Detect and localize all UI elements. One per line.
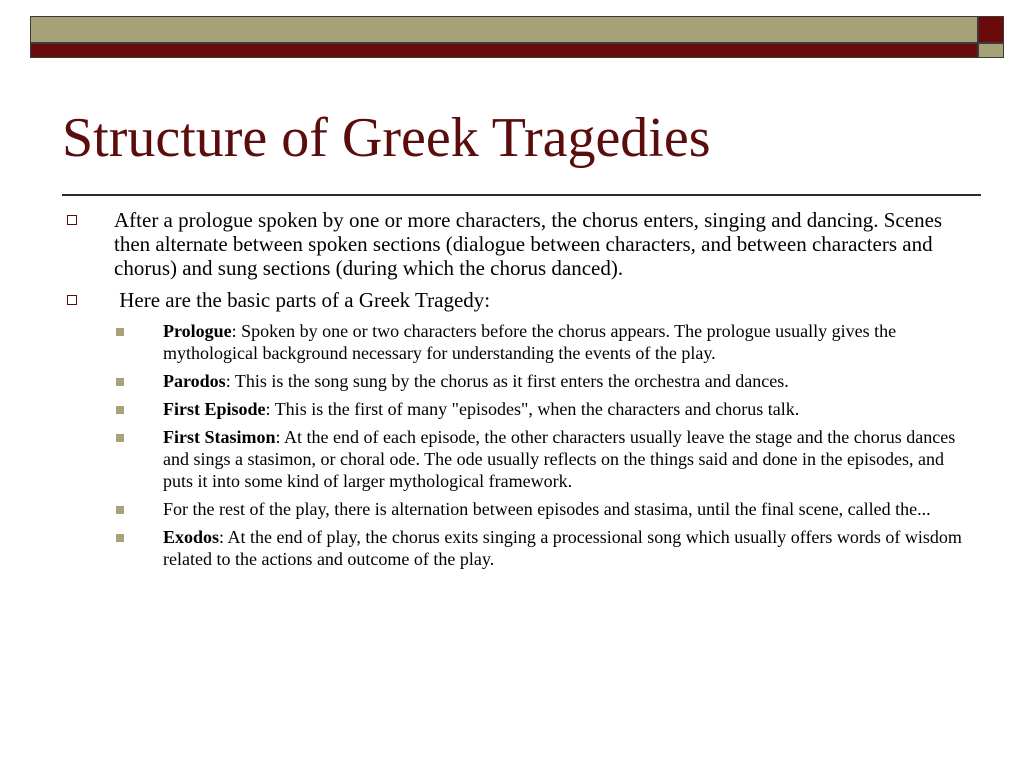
hollow-square-bullet-icon <box>67 215 77 225</box>
term-prologue: Prologue <box>163 321 232 341</box>
square-bullet-icon <box>116 328 124 336</box>
sub-bullet-prologue <box>0 320 968 364</box>
bullet-text: After a prologue spoken by one or more characters, the chorus enters, singing and dancing. Scenes then alternate between spoken sections (dialogue between characters, and between characters and chorus) and sung sections (during which the chorus danced). <box>114 208 943 280</box>
header-square-maroon <box>978 16 1004 43</box>
term-first-stasimon: First Stasimon <box>163 427 276 447</box>
square-bullet-icon <box>116 434 124 442</box>
definition-rest-of-play: For the rest of the play, there is alternation between episodes and stasima, until the final scene, called the... <box>163 499 931 519</box>
sub-bullet-rest-of-play <box>0 498 968 520</box>
definition-first-stasimon: : At the end of each episode, the other characters usually leave the stage and the chorus dances and sings a stasimon, or choral ode. The ode usually reflects on the things said and done in the episodes, and puts it into some kind of larger mythological framework. <box>163 427 956 491</box>
sub-bullet-first-stasimon <box>0 426 968 492</box>
slide-body <box>0 208 1024 576</box>
term-first-episode: First Episode <box>163 399 266 419</box>
definition-first-episode: : This is the first of many "episodes", when the characters and chorus talk. <box>265 399 800 419</box>
header-square-olive <box>978 43 1004 58</box>
hollow-square-bullet-icon <box>67 295 77 305</box>
bullet-item <box>0 208 974 280</box>
sub-bullet-first-episode <box>0 398 968 420</box>
title-divider <box>62 194 981 196</box>
square-bullet-icon <box>116 506 124 514</box>
definition-exodos: : At the end of play, the chorus exits singing a processional song which usually offers words of wisdom related to the actions and outcome of the play. <box>163 527 962 569</box>
definition-parodos: : This is the song sung by the chorus as it first enters the orchestra and dances. <box>225 371 789 391</box>
square-bullet-icon <box>116 406 124 414</box>
slide-title: Structure of Greek Tragedies <box>62 107 711 169</box>
sub-bullet-exodos <box>0 526 968 570</box>
header-bar-maroon <box>30 43 978 58</box>
square-bullet-icon <box>116 378 124 386</box>
bullet-item <box>0 288 974 312</box>
sub-bullet-parodos <box>0 370 968 392</box>
term-exodos: Exodos <box>163 527 220 547</box>
definition-prologue: : Spoken by one or two characters before the chorus appears. The prologue usually gives the mythological background necessary for understanding the events of the play. <box>163 321 897 363</box>
term-parodos: Parodos <box>163 371 226 391</box>
header-bar-olive <box>30 16 978 43</box>
square-bullet-icon <box>116 534 124 542</box>
bullet-text: Here are the basic parts of a Greek Tragedy: <box>114 288 491 312</box>
